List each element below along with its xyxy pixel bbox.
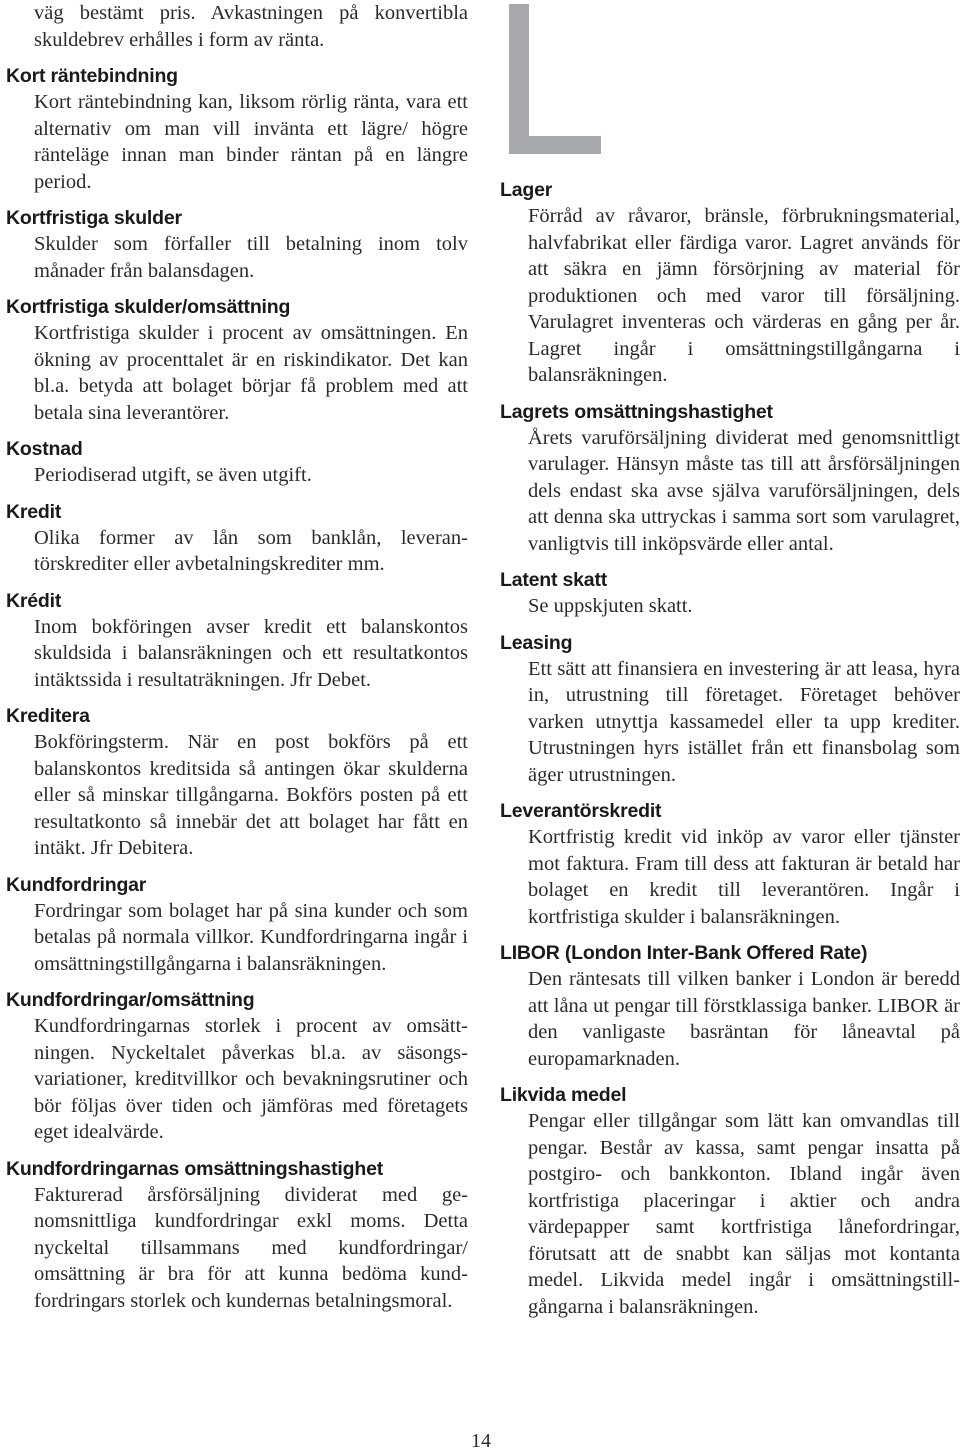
glossary-term: Kort räntebindning	[6, 65, 178, 87]
glossary-entry	[6, 205, 468, 284]
glossary-entry	[6, 294, 468, 426]
glossary-entry	[500, 630, 960, 789]
glossary-term: Leverantörskredit	[500, 800, 662, 822]
glossary-term: Kredit	[6, 500, 62, 523]
letter-stem	[509, 4, 529, 154]
glossary-definition: Periodiserad utgift, se även utgift.	[34, 464, 312, 486]
glossary-term: Leasing	[500, 631, 573, 654]
glossary-term: Kundfordringar	[6, 873, 147, 896]
glossary-entry	[500, 1082, 960, 1320]
glossary-term: Lager	[500, 179, 553, 201]
intro-continuation: väg bestämt pris. Avkastningen på konvertibla skuldebrev erhålles i form av ränta.	[34, 2, 468, 51]
glossary-term: Latent skatt	[500, 569, 608, 591]
glossary-term: Lagrets omsättningshastighet	[500, 400, 773, 423]
glossary-term: Kortfristiga skulder/omsättning	[6, 296, 291, 318]
glossary-definition: Se uppskjuten skatt.	[528, 595, 693, 617]
section-letter-graphic	[509, 4, 601, 154]
page-number: 14	[471, 1430, 491, 1452]
glossary-definition: Fordringar som bolaget har på sina kunder och som betalas på normala villkor. Kundfordringarna ingår i omsättningstillgångarna i balansräkningen.	[34, 899, 468, 975]
glossary-term: Kundfordringar/omsättning	[6, 989, 255, 1011]
glossary-entry	[500, 399, 960, 558]
glossary-definition: Förråd av råvaror, bränsle, förbrukningsmaterial, halvfabrikat eller färdiga varor. Lagret används för att säkra en jämn försörjning av material för produktionen och med varor till försäljning. Varulagret inventeras och värderas en gång per år. Lagret ingår i omsättningstillgångarna i balansräkningen.	[528, 205, 960, 386]
glossary-entry	[500, 177, 960, 389]
glossary-definition: Kortfristiga skulder i procent av omsättningen. En ökning av procenttalet är en riskindikator. Det kan bl.a. betyda att bolaget börjar få problem med att betala sina leverantörer.	[34, 322, 468, 424]
glossary-entry	[500, 567, 960, 620]
glossary-term: Krédit	[6, 589, 62, 612]
glossary-entry	[6, 1156, 468, 1315]
glossary-entry	[6, 436, 468, 489]
letter-foot	[509, 136, 601, 154]
glossary-definition: Inom bokföringen avser kredit ett balanskontos skuldsida i balansräkningen och ett resultatkontos intäktssida i resultaträkningen. Jfr Debet.	[34, 615, 468, 691]
glossary-term: Kortfristiga skulder	[6, 207, 182, 229]
glossary-definition: Skulder som förfaller till betalning inom tolv månader från balansdagen.	[34, 233, 468, 282]
glossary-definition: Kortfristig kredit vid inköp av varor eller tjänster mot faktura. Fram till dess att fakturan är betald har bolaget en kredit till leverantören. Ingår i kortfristiga skulder i balansräkningen.	[528, 826, 960, 928]
glossary-term: Kostnad	[6, 438, 83, 460]
glossary-definition: Årets varuförsäljning dividerat med genomsnittligt varulager. Hänsyn måste tas till att årsförsäljningen dels endast ska avse själva varuförsäljningen, dels att denna ska uttryckas i samma sort som varulagret, vanligtvis till inköpsvärde eller antal.	[528, 426, 960, 555]
glossary-definition: Den räntesats till vilken banker i London är beredd att låna ut pengar till förstklassiga banker. LIBOR är den vanligaste basräntan för låneavtal på europamarknaden.	[528, 968, 960, 1070]
glossary-entry	[6, 63, 468, 195]
glossary-entry	[500, 798, 960, 930]
glossary-definition: Kundfordringarnas storlek i procent av omsättningen. Nyckeltalet påverkas bl.a. av säsongsvariationer, kreditvillkor och bevakningsrutiner och bör följas över tiden och jämföras med företagets eget idealvärde.	[34, 1015, 468, 1143]
glossary-term: Kundfordringarnas omsättningshastighet	[6, 1157, 384, 1180]
glossary-term: Likvida medel	[500, 1084, 627, 1106]
glossary-entry	[6, 987, 468, 1146]
glossary-entry	[500, 940, 960, 1072]
glossary-entry	[6, 703, 468, 862]
glossary-entry	[6, 588, 468, 694]
glossary-definition: Ett sätt att finansiera en investering är att leasa, hyra in, utrustning till företaget. Företaget behöver varken utnyttja kassamedel eller ta upp krediter. Utrustningen hyrs istället från ett finansbolag som äger utrustningen.	[528, 657, 960, 786]
left-column	[6, 0, 468, 1324]
glossary-definition: Bokföringsterm. När en post bokförs på ett balanskontos kreditsida så antingen ökar skulderna eller så minskar tillgångarna. Bokförs posten på ett resultatkonto så innebär det att bolaget har fått en intäkt. Jfr Debitera.	[34, 731, 468, 859]
glossary-entry	[6, 872, 468, 978]
glossary-definition: Pengar eller tillgångar som lätt kan omvandlas till pengar. Består av kassa, samt pengar insatta på postgiro- och bankkonton. Ibland ingår även kortfristiga placeringar i aktier och andra värdepapper samt kortfristiga lånefordringar, förutsatt att de snabbt kan säljas mot kontanta medel. Likvida medel ingår i omsättningstillgångarna i balansräkningen.	[528, 1110, 960, 1318]
glossary-term: Kreditera	[6, 705, 90, 727]
glossary-definition: Fakturerad årsförsäljning dividerat med genomsnittliga kundfordringar exkl moms. Detta nyckeltal tillsammans med kundfordringar/ omsättning är bra för att kunna bedöma kundfordringars storlek och kundernas betalningsmoral.	[34, 1183, 468, 1312]
right-column	[500, 177, 960, 1330]
glossary-definition: Kort räntebindning kan, liksom rörlig ränta, vara ett alternativ om man vill invänta ett lägre/ högre ränteläge innan man binder räntan på en längre period.	[34, 91, 468, 193]
glossary-definition: Olika former av lån som banklån, leverantörskrediter eller avbetalningskrediter mm.	[34, 526, 468, 575]
glossary-term: LIBOR (London Inter-Bank Offered Rate)	[500, 942, 868, 964]
glossary-entry	[6, 499, 468, 578]
